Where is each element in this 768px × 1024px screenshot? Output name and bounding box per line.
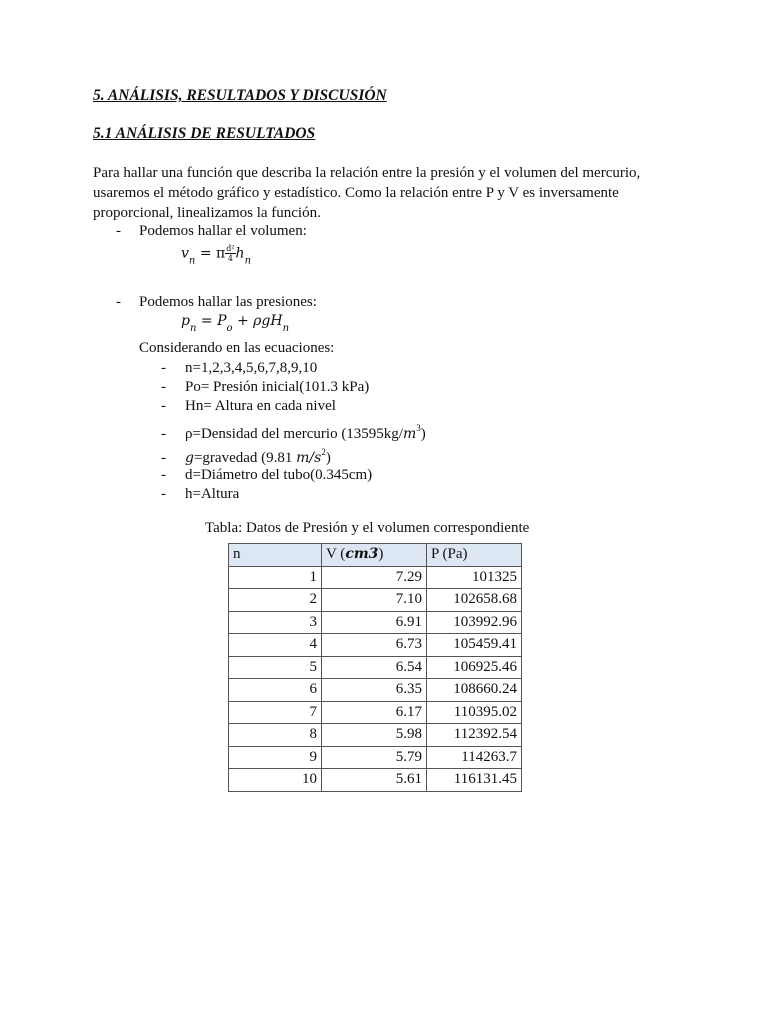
cell-v: 6.35 bbox=[322, 679, 427, 702]
cell-v: 6.91 bbox=[322, 611, 427, 634]
header-volume-prefix: V ( bbox=[326, 546, 346, 563]
formula-rho-g-h: ρgH bbox=[253, 313, 283, 329]
cell-p: 110395.02 bbox=[427, 701, 522, 724]
condition-hn-text: Hn= Altura en cada nivel bbox=[185, 398, 336, 414]
bullet-dash: - bbox=[161, 467, 166, 483]
condition-h-text: h=Altura bbox=[185, 486, 240, 502]
header-volume-unit: cm3 bbox=[345, 546, 379, 563]
cell-n: 10 bbox=[229, 769, 322, 792]
table-row bbox=[229, 746, 522, 769]
header-volume bbox=[322, 544, 427, 567]
cell-n: 8 bbox=[229, 724, 322, 747]
cell-n: 6 bbox=[229, 679, 322, 702]
bullet-dash: - bbox=[161, 450, 166, 466]
fraction-numerator: d² bbox=[226, 244, 235, 253]
condition-g-text: =gravedad (9.81 bbox=[193, 450, 297, 466]
table-row bbox=[229, 566, 522, 589]
considerando-text: Considerando en las ecuaciones: bbox=[139, 340, 335, 356]
cell-p: 106925.46 bbox=[427, 656, 522, 679]
cell-v: 5.79 bbox=[322, 746, 427, 769]
condition-g-exponent: 2 bbox=[321, 447, 326, 457]
bullet-volumen-text: Podemos hallar el volumen: bbox=[139, 223, 307, 239]
cell-n: 7 bbox=[229, 701, 322, 724]
table-row bbox=[229, 679, 522, 702]
bullet-dash: - bbox=[161, 426, 166, 442]
header-n: n bbox=[229, 544, 322, 567]
cell-p: 101325 bbox=[427, 566, 522, 589]
cell-p: 112392.54 bbox=[427, 724, 522, 747]
bullet-dash: - bbox=[161, 486, 166, 502]
bullet-dash: - bbox=[161, 379, 166, 395]
cell-n: 3 bbox=[229, 611, 322, 634]
cell-n: 4 bbox=[229, 634, 322, 657]
header-volume-suffix: ) bbox=[378, 546, 384, 563]
table-row bbox=[229, 656, 522, 679]
table-header-row bbox=[229, 544, 522, 567]
table-row bbox=[229, 724, 522, 747]
fraction-denominator: 4 bbox=[227, 254, 233, 263]
condition-rho bbox=[161, 423, 426, 443]
cell-p: 114263.7 bbox=[427, 746, 522, 769]
cell-v: 5.61 bbox=[322, 769, 427, 792]
bullet-presiones bbox=[116, 294, 317, 311]
intro-line-1: Para hallar una función que describa la relación entre la presión y el volumen del mercurio, bbox=[93, 165, 641, 181]
cell-v: 7.29 bbox=[322, 566, 427, 589]
cell-n: 5 bbox=[229, 656, 322, 679]
formula-var-P: P bbox=[217, 313, 227, 329]
formula-var: v bbox=[181, 245, 189, 262]
subsection-heading: 5.1 ANÁLISIS DE RESULTADOS bbox=[93, 125, 316, 142]
bullet-volumen bbox=[116, 223, 307, 240]
header-pressure: P (Pa) bbox=[427, 544, 522, 567]
cell-v: 6.54 bbox=[322, 656, 427, 679]
formula-subscript-o: o bbox=[226, 323, 233, 334]
formula-subscript-h: n bbox=[244, 255, 252, 267]
condition-po bbox=[161, 379, 369, 396]
cell-p: 105459.41 bbox=[427, 634, 522, 657]
cell-v: 6.73 bbox=[322, 634, 427, 657]
pressure-formula bbox=[181, 313, 289, 334]
bullet-dash: - bbox=[161, 398, 166, 414]
formula-subscript: n bbox=[188, 255, 196, 267]
cell-v: 5.98 bbox=[322, 724, 427, 747]
formula-equals: = bbox=[200, 313, 213, 329]
condition-rho-unit: m bbox=[402, 426, 417, 442]
condition-hn bbox=[161, 398, 336, 415]
table-row bbox=[229, 589, 522, 612]
condition-h bbox=[161, 486, 239, 503]
bullet-dash: - bbox=[161, 360, 166, 376]
table-caption: Tabla: Datos de Presión y el volumen correspondiente bbox=[205, 520, 530, 536]
table-row bbox=[229, 769, 522, 792]
formula-var-h: h bbox=[235, 245, 245, 262]
cell-n: 9 bbox=[229, 746, 322, 769]
condition-n bbox=[161, 360, 317, 377]
cell-v: 7.10 bbox=[322, 589, 427, 612]
condition-g-unit: m/s bbox=[296, 450, 322, 466]
condition-rho-text: ρ=Densidad del mercurio (13595kg/ bbox=[185, 426, 403, 442]
intro-paragraph bbox=[93, 163, 673, 223]
intro-line-2: usaremos el método gráfico y estadístico. Como la relación entre P y V es inversamente bbox=[93, 185, 619, 201]
bullet-dash: - bbox=[116, 223, 121, 239]
table-row bbox=[229, 634, 522, 657]
bullet-presiones-text: Podemos hallar las presiones: bbox=[139, 294, 317, 310]
section-heading: 5. ANÁLISIS, RESULTADOS Y DISCUSIÓN bbox=[93, 87, 387, 104]
cell-p: 116131.45 bbox=[427, 769, 522, 792]
formula-var-p: p bbox=[181, 313, 190, 329]
intro-line-3: proporcional, linealizamos la función. bbox=[93, 205, 321, 221]
cell-p: 108660.24 bbox=[427, 679, 522, 702]
condition-d bbox=[161, 467, 372, 484]
table-row bbox=[229, 701, 522, 724]
formula-subscript-n: n bbox=[282, 323, 290, 334]
condition-g bbox=[161, 447, 331, 467]
condition-po-text: Po= Presión inicial(101.3 kPa) bbox=[185, 379, 370, 395]
condition-rho-close: ) bbox=[420, 426, 426, 442]
formula-subscript: n bbox=[189, 323, 197, 334]
condition-d-text: d=Diámetro del tubo(0.345cm) bbox=[185, 467, 373, 483]
table-row bbox=[229, 611, 522, 634]
cell-v: 6.17 bbox=[322, 701, 427, 724]
condition-g-close: ) bbox=[325, 450, 331, 466]
cell-p: 102658.68 bbox=[427, 589, 522, 612]
cell-n: 1 bbox=[229, 566, 322, 589]
cell-p: 103992.96 bbox=[427, 611, 522, 634]
cell-n: 2 bbox=[229, 589, 322, 612]
bullet-dash: - bbox=[116, 294, 121, 310]
formula-fraction bbox=[225, 244, 235, 263]
formula-pi: π bbox=[216, 245, 226, 262]
formula-equals: = bbox=[199, 245, 212, 262]
condition-g-symbol: g bbox=[185, 450, 194, 466]
data-table bbox=[228, 543, 522, 792]
condition-n-text: n=1,2,3,4,5,6,7,8,9,10 bbox=[185, 360, 318, 376]
condition-rho-exponent: 3 bbox=[416, 423, 421, 433]
formula-plus: + bbox=[236, 313, 249, 329]
volume-formula bbox=[181, 244, 251, 267]
